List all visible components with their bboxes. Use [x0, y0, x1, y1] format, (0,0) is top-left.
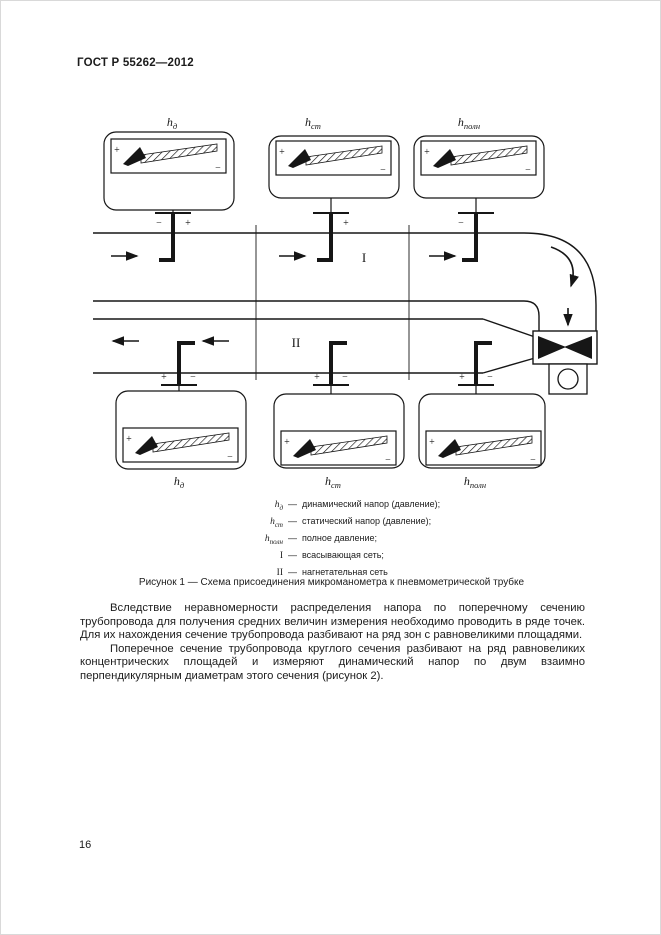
legend-item-hpoln	[251, 532, 440, 549]
micromanometer-port-marks	[114, 145, 536, 466]
figure-diagram	[71, 96, 601, 496]
paragraph-2: Поперечное сечение трубопровода круглого сечения разбивают на ряд равновеликих концентрических площадей и измеряют динамический напор по двум взаимно перпендикулярным диаметрам этого сечения (рисунок 2).	[80, 642, 585, 682]
label-hst-top: $h_{ст}$	[305, 115, 321, 131]
duct-I-numeral: I	[361, 250, 367, 265]
micromanometer-top-hd	[111, 139, 226, 173]
tap-plus-mark: +	[161, 372, 167, 383]
figure-caption: Рисунок 1 — Схема присоединения микроманометра к пневмометрической трубке	[138, 577, 525, 588]
duct-I-outer-wall	[93, 233, 596, 331]
duct-I	[93, 233, 596, 331]
micromanometer-bottom-hd	[123, 428, 238, 462]
tap-plus-mark: +	[314, 372, 320, 383]
label-hd-top: $h_д$	[166, 115, 178, 131]
duct-I-inner-wall	[93, 301, 539, 331]
port-plus-mark: +	[126, 434, 132, 445]
label-hst-bottom: $h_{ст}$	[325, 474, 341, 490]
legend-item-hd	[251, 498, 440, 515]
legend-definition: всасывающая сеть;	[302, 549, 384, 560]
motor-circle	[558, 369, 578, 389]
page-number: 16	[79, 839, 92, 851]
micromanometers	[111, 139, 541, 465]
legend-dash: —	[288, 532, 297, 543]
port-minus-mark: −	[227, 452, 233, 463]
transition-top	[483, 319, 535, 337]
body-text	[80, 602, 585, 683]
micromanometer-top-hpoln	[421, 141, 536, 175]
tap-minus-mark: −	[342, 372, 348, 383]
port-minus-mark: −	[530, 455, 536, 466]
port-minus-mark: −	[380, 165, 386, 176]
port-plus-mark: +	[424, 147, 430, 158]
legend-definition: нагнетательная сеть	[302, 566, 388, 577]
transition-bottom	[483, 358, 535, 373]
port-plus-mark: +	[429, 437, 435, 448]
port-plus-mark: +	[279, 147, 285, 158]
fan	[533, 331, 597, 364]
legend-dash: —	[288, 566, 297, 577]
tap-minus-mark: −	[156, 218, 162, 229]
legend-term: $h_{ст}$	[270, 516, 283, 529]
tap-plus-mark: +	[459, 372, 465, 383]
port-minus-mark: −	[385, 455, 391, 466]
legend-term: I	[279, 550, 283, 561]
legend-term: $h_{полн}$	[264, 533, 283, 546]
paragraph-1: Вследствие неравномерности распределения напора по поперечному сечению трубопровода для получения средних величин измерения необходимо проводить в ряде точек. Для их нахождения сечение трубопровода разбивают на ряд зон с равновеликими площадями.	[80, 602, 585, 641]
legend-item-hst	[251, 515, 440, 532]
motor	[549, 364, 587, 394]
label-hpoln-top: $h_{полн}$	[457, 115, 481, 131]
legend-term: II	[276, 567, 283, 578]
legend-dash: —	[288, 499, 297, 509]
micromanometer-top-hst	[276, 141, 391, 175]
legend-definition: статический напор (давление);	[302, 515, 432, 526]
micromanometer-bottom-hst	[281, 431, 396, 465]
legend-definition: полное давление;	[302, 532, 378, 543]
duct-I-flow-arrows	[111, 247, 573, 325]
legend-definition: динамический напор (давление);	[302, 499, 441, 509]
duct-II	[93, 319, 535, 373]
port-plus-mark: +	[114, 145, 120, 156]
figure-legend	[251, 498, 440, 582]
document-title: ГОСТ Р 55262—2012	[77, 57, 194, 69]
tap-plus-mark: +	[185, 218, 191, 229]
legend-item-duct-1	[251, 549, 440, 566]
elbow-flow-arrow	[551, 247, 573, 286]
label-hpoln-bottom: $h_{полн}$	[463, 474, 487, 490]
duct-II-numeral: II	[291, 335, 301, 350]
legend-dash: —	[288, 549, 297, 560]
port-minus-mark: −	[215, 163, 221, 174]
tap-plus-mark: +	[343, 218, 349, 229]
port-minus-mark: −	[525, 165, 531, 176]
tap-minus-mark: −	[458, 218, 464, 229]
tap-minus-mark: −	[487, 372, 493, 383]
legend-dash: —	[288, 515, 297, 526]
tap-minus-mark: −	[190, 372, 196, 383]
tap-marks-top	[156, 218, 464, 229]
port-plus-mark: +	[284, 437, 290, 448]
micromanometer-bottom-hpoln	[426, 431, 541, 465]
label-hd-bottom: $h_д$	[173, 474, 185, 490]
legend-term: $h_д$	[274, 500, 283, 512]
